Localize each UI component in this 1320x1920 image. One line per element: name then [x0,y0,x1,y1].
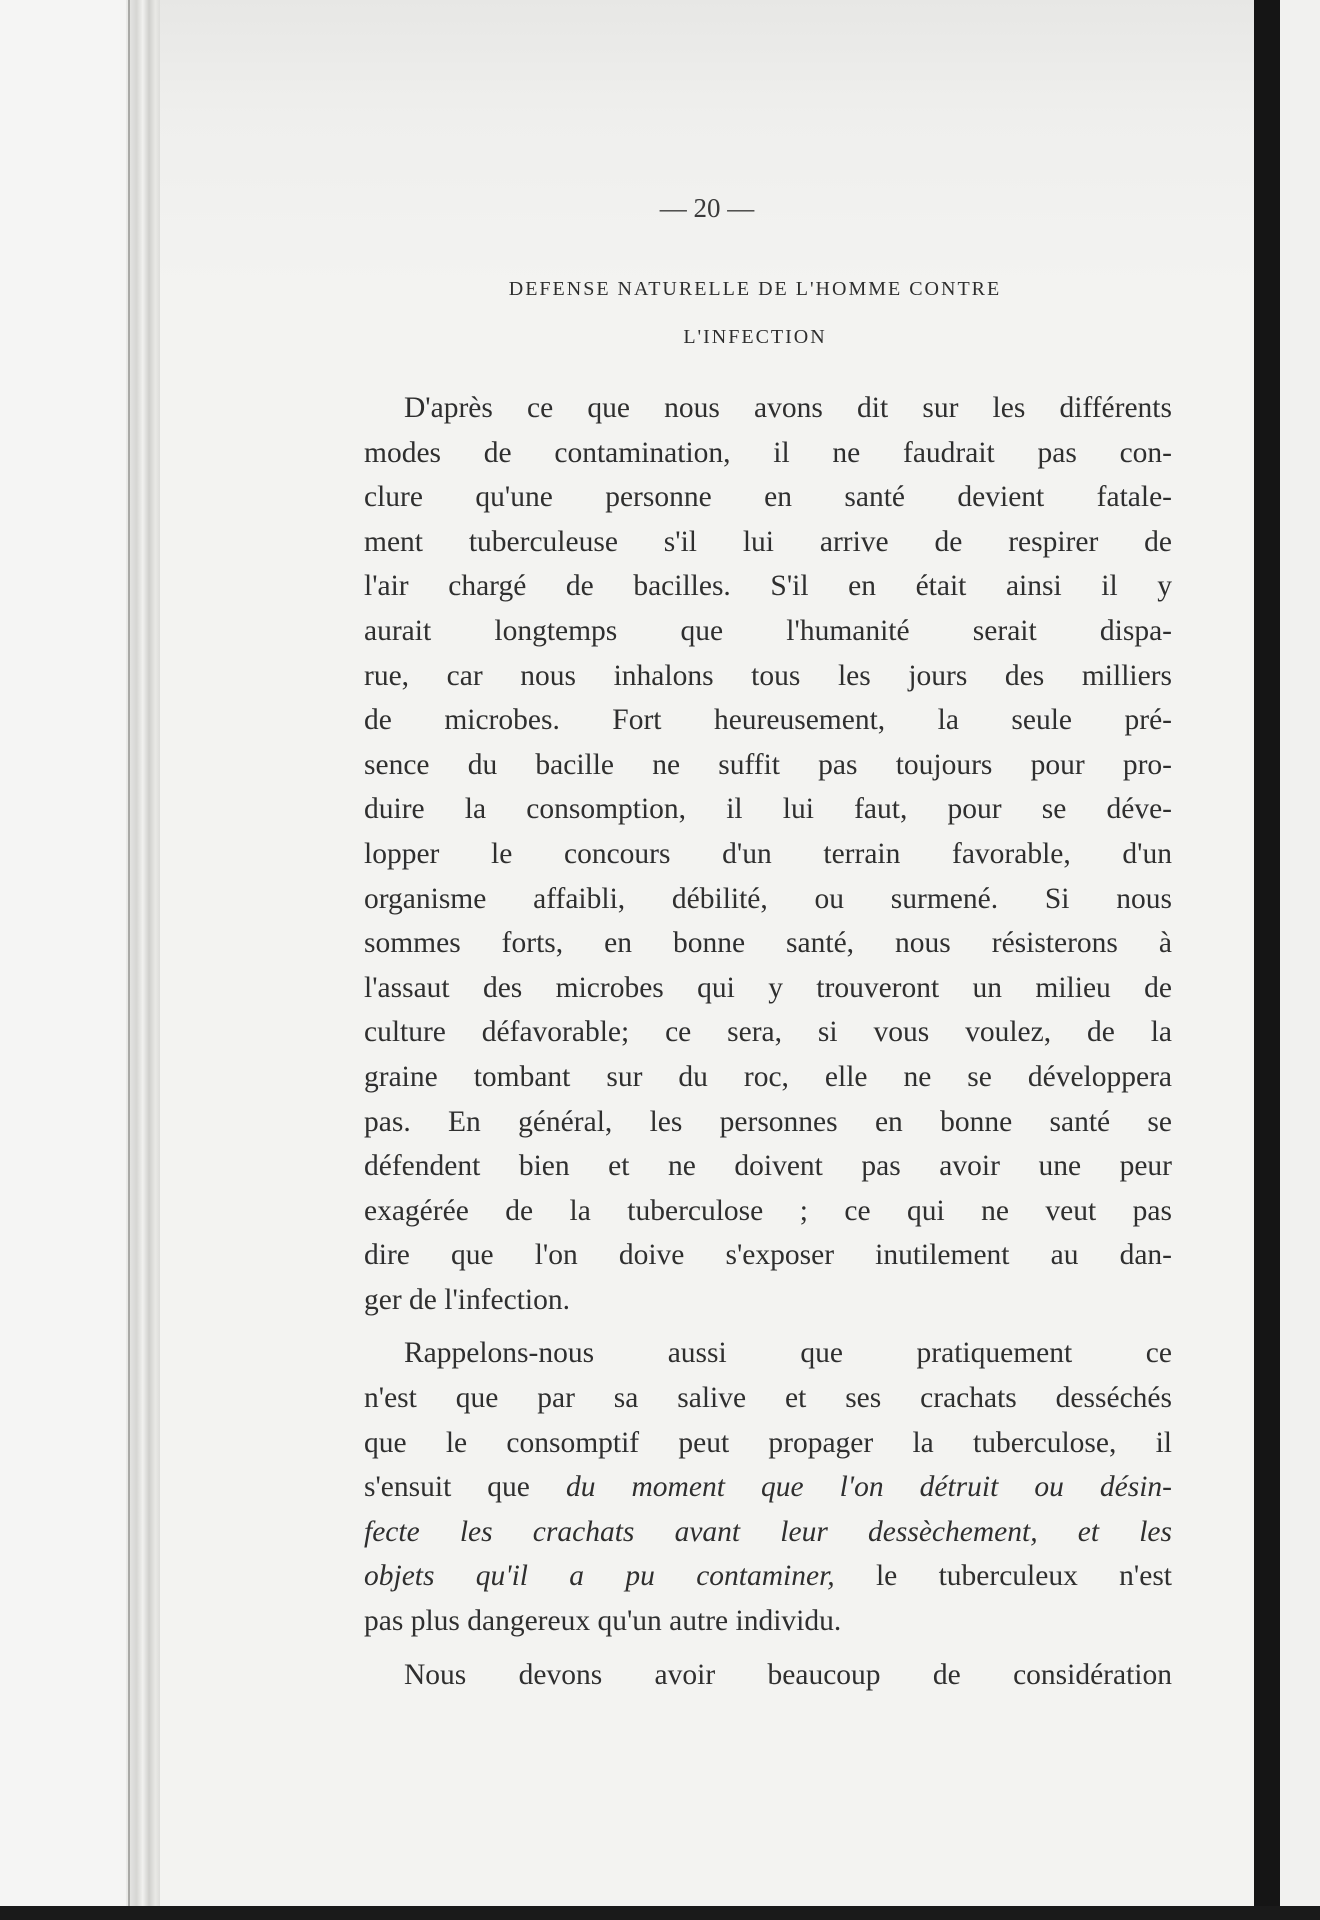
text-line: n'est que par sa salive et ses crachats desséchés [364,1382,1172,1415]
book-binding-shadow [1254,0,1280,1920]
body-text [364,386,1172,1697]
text-line: dire que l'on doive s'exposer inutilement au dan- [364,1239,1172,1272]
text-line: graine tombant sur du roc, elle ne se développera [364,1060,1172,1093]
text-line: sence du bacille ne suffit pas toujours pour pro- [364,748,1172,781]
text-run: s'ensuit que [364,1471,566,1504]
text-line-mixed [364,1510,1172,1555]
italic-text-run: du moment que l'on détruit ou désin- [565,1471,1172,1504]
section-heading-line-1: DEFENSE NATURELLE DE L'HOMME CONTRE [508,278,1002,300]
text-line: duire la consomption, il lui faut, pour se déve- [364,793,1172,826]
text-line: ment tuberculeuse s'il lui arrive de respirer de [364,525,1172,558]
text-line: exagérée de la tuberculose ; ce qui ne veut pas [364,1194,1172,1227]
text-line: aurait longtemps que l'humanité serait dispa- [364,614,1172,647]
text-line: Nous devons avoir beaucoup de considération [404,1658,1172,1691]
text-line-mixed [364,1554,1172,1599]
italic-text-run: et les [1037,1515,1173,1548]
text-line: sommes forts, en bonne santé, nous résisterons à [364,927,1172,960]
text-line: clure qu'une personne en santé devient fatale- [364,481,1172,514]
text-line: que le consomptif peut propager la tuberculose, il [364,1426,1172,1459]
text-line: modes de contamination, il ne faudrait pas con- [364,436,1172,469]
text-line: pas plus dangereux qu'un autre individu. [364,1605,842,1638]
text-line: D'après ce que nous avons dit sur les différents [404,392,1172,424]
text-line: Rappelons-nous aussi que pratiquement ce [404,1337,1172,1370]
text-line: l'air chargé de bacilles. S'il en était ainsi il y [364,570,1172,603]
paragraph-gap [364,1644,1172,1653]
text-line: lopper le concours d'un terrain favorable, d'un [364,837,1172,870]
page-edge-line [128,0,130,1912]
text-line: défendent bien et ne doivent pas avoir une peur [364,1150,1172,1183]
page-number: — 20 — [659,193,755,223]
text-line: rue, car nous inhalons tous les jours des milliers [364,659,1172,692]
text-line: organisme affaibli, débilité, ou surmené. Si nous [364,882,1172,915]
adjacent-page-edge [1280,0,1320,1920]
section-heading [360,265,1150,361]
scan-left-margin [0,0,126,1906]
paragraph-gap [364,1322,1172,1331]
text-line-mixed [364,1465,1172,1510]
text-line: l'assaut des microbes qui y trouveront un milieu de [364,971,1172,1004]
scan-bottom-edge [0,1906,1320,1920]
text-line: ger de l'infection. [364,1283,570,1316]
text-line: de microbes. Fort heureusement, la seule pré- [364,704,1172,737]
text-run: le tuberculeux n'est [834,1560,1173,1593]
text-line: culture défavorable; ce sera, si vous voulez, de la [364,1016,1172,1049]
italic-text-run: fecte les crachats avant leur dessèchement, [364,1515,1038,1548]
section-heading-line-2: L'INFECTION [683,326,827,348]
text-line: pas. En général, les personnes en bonne santé se [364,1105,1172,1138]
italic-text-run: objets qu'il a pu contaminer, [364,1560,835,1593]
